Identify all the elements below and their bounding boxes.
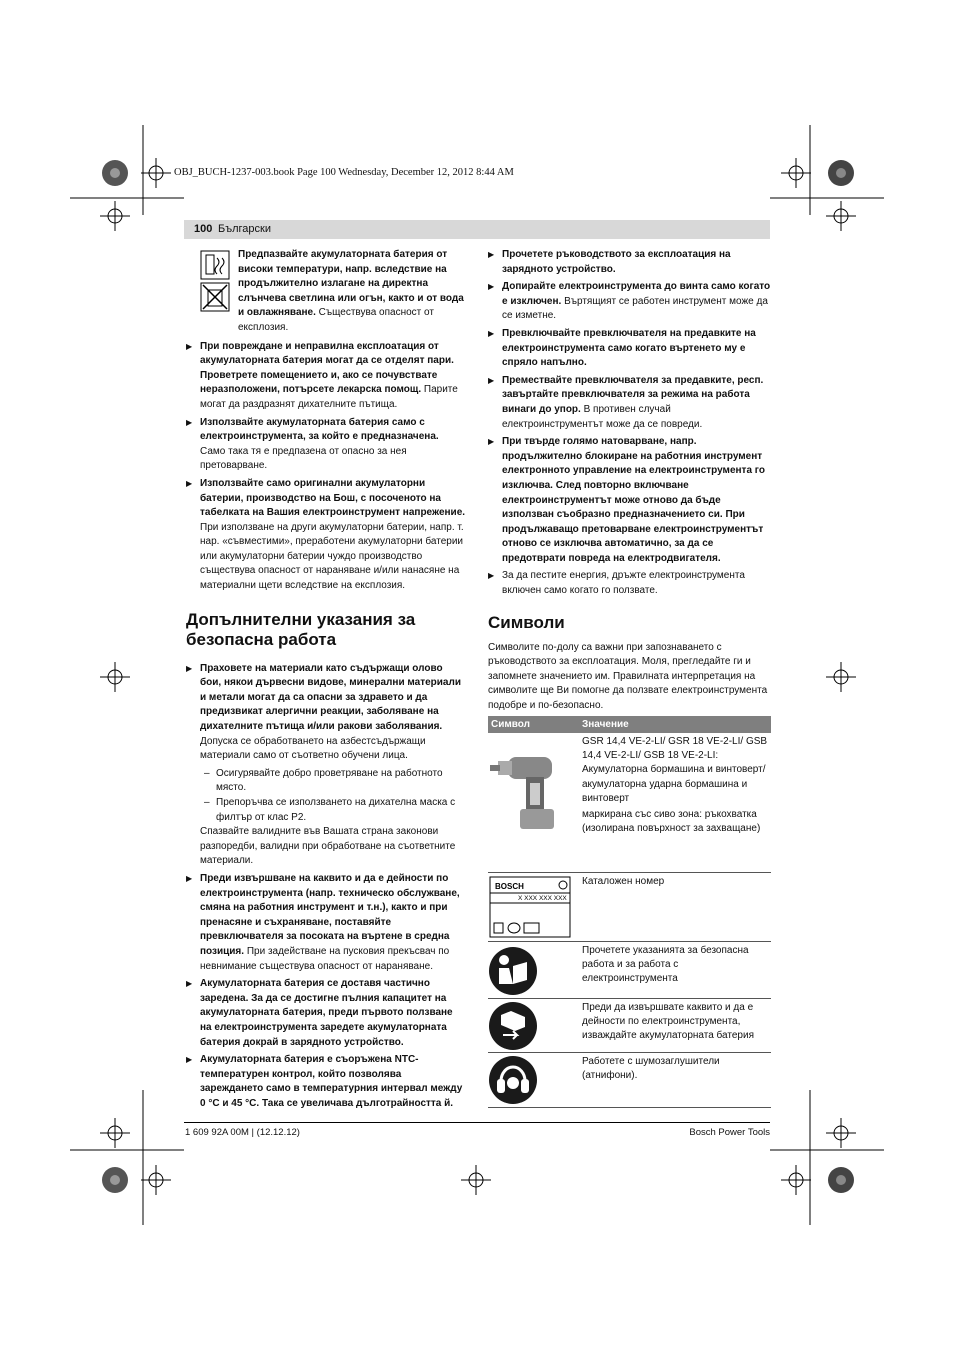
symbols-intro: Символите по-долу са важни при запознаването с ръководството за експлоатация. Моля, прегледайте ги и запомнете значението им. Правилната интерпретация на символите ще Ви помогне да ползвате електроинструмента подобре и по-безопасно. [488,641,768,712]
print-info: OBJ_BUCH-1237-003.book Page 100 Wednesday, December 12, 2012 8:44 AM [174,167,514,178]
col-meaning: Значение [582,719,629,730]
list-item: ▶ Премествайте превключвателя за предавките, респ. завъртайте превключвателя за режима на работа винаги до упор. В противен случай електроинструментът може да се повреди. [488,374,764,430]
table-header [488,716,771,733]
nameplate-code: X XXX XXX XXX [518,895,567,902]
symbols-table [488,716,771,1108]
list-item: ▶ Акумулаторната батерия е съоръжена NTC-температурен контрол, който позволява зареждането само в температурния интервал между 0 °C и 45 °C. Така се увеличава дълготрайността й. [186,1054,463,1109]
nameplate-icon [489,876,573,938]
nameplate-brand: BOSCH [495,882,524,891]
list-item: ▶ Използвайте само оригинални акумулаторни батерии, производство на Бош, с посоченото на табелката на Вашия електроинструмент напрежение. При използване на други акумулаторни батерии, напр. т. нар. «съвместими», преработени акумулаторни батерии или акумулаторни батерии чуждо производство съществува опасност от нараняване и/или нанасяне на материални щети вследствие на експлозия. [186,477,466,592]
dash-item: – Осигурявайте добро проветряване на работното място. [204,767,443,794]
dash-item: – Препоръчва се използването на дихателна маска с филтър от клас P2. [204,797,456,823]
list-item: ▶ Праховете на материали като съдържащи олово бои, някои дървесни видове, минерални материали и метали могат да са опасни за здравето и да предизвикат алергични реакции, заболяване на дихателните пътища и/или ракови заболявания. Допуска се обработването на азбестсъдържащи материали само от съответно обучени лица. [186,662,461,762]
page-number: 100 [194,223,213,235]
right-column [488,248,772,714]
list-item: ▶ Прочетете ръководството за експлоатация на зарядното устройство. [488,249,731,275]
table-row: Прочетете указанията за безопасна работа и за работа с електроинструмента [488,942,771,999]
footer-rule [184,1122,770,1123]
heat-warning-normal: Съществува опасност от експлозия. [238,307,434,333]
heat-warning [186,248,466,336]
footer-right: Bosch Power Tools [689,1127,770,1138]
remove-battery-icon [489,1001,539,1051]
table-row: Работете с шумозаглушители (атнифони). [488,1053,771,1108]
list-item: ▶ Акумулаторната батерия се доставя частично заредена. За да се достигне пълния капацитет на акумулаторната батерия, преди първото ползване на електроинструмента заредете акумулаторната батерия докрай в зарядното устройство. [186,978,453,1048]
list-item: ▶ Превключвайте превключвателя на предавките на електроинструмента само когато въртенето му е спряло напълно. [488,327,756,369]
drill-icon [490,743,570,843]
footer-left: 1 609 92A 00M | (12.12.12) [185,1127,300,1138]
page-header [184,220,770,239]
table-row: BOSCH X XXX XXX XXX Каталожен номер [488,873,771,942]
symbols-title: Символи [488,612,565,632]
read-manual-icon [489,946,539,996]
regulations-note: Спазвайте валидните във Вашата страна законови разпоредби, валидни при обработване на съответните материали. [200,826,456,867]
list-item: ▶ За да пестите енергия, дръжте електроинструмента включен само когато го ползвате. [488,570,745,597]
drill-description: GSR 14,4 VE-2-LI/ GSR 18 VE-2-LI/ GSB 14,4 VE-2-LI/ GSB 18 VE-2-LI: Акумулаторна бормашина и винтоверт/акумулаторна ударна бормашина и винтоверт маркирана със сиво зона: ръкохватка (изолирана повърхност за захващане) [582,736,768,835]
language-label: Български [218,223,271,235]
section-title: Допълнителни указания за безопасна работа [186,609,416,649]
list-item: ▶ Преди извършване на каквито и да е дейности по електроинструмента (напр. техническо обслужване, смяна на работния инструмент и т.н.), както и при пренасяне и съхраняване, поставяйте превключвателя за посоката на въртене в средна позиция. При задействане на пусковия прекъсвач по невнимание съществува опасност от нараняване. [186,872,460,972]
list-item: ▶ При твърде голямо натоварване, напр. продължително блокиране на работния инструмент електронното управление на електроинструмента го изключва. След повторно включване електроинструментът може отново да бъде използван съобразно предназначението си. При продължаващо претоварване електроинструментът отново се изключва автоматично, за да се предотврати повреда на електродвигателя. [488,436,765,564]
col-symbol: Символ [491,719,530,730]
ear-protection-icon [489,1055,539,1105]
list-item: ▶ При повреждане и неправилна експлоатация от акумулаторната батерия могат да се отделят пари. Проветрете помещението и, ако се почувствате неразположени, потърсете лекарска помощ. Парите могат да раздразнят дихателните пътища. [186,340,458,410]
table-row [488,733,771,873]
table-row: Преди да извършвате каквито и да е дейности по електроинструмента, изваждайте акумулаторната батерия [488,999,771,1053]
left-column [186,248,466,1114]
list-item: ▶ Използвайте акумулаторната батерия само с електроинструмента, за който е предназначена. Само така тя е предпазена от опасно за нея претоварване. [186,416,439,472]
heat-warning-icon [200,250,230,312]
list-item: ▶ Допирайте електроинструмента до винта само когато е изключен. Въртящият се работен инструмент може да се изметне. [488,281,771,322]
heat-warning-bold: Предпазвайте акумулаторната батерия от високи температури, напр. вследствие на продължително излагане на директна слънчева светлина или огън, както и от вода и овлажняване. [238,249,464,319]
